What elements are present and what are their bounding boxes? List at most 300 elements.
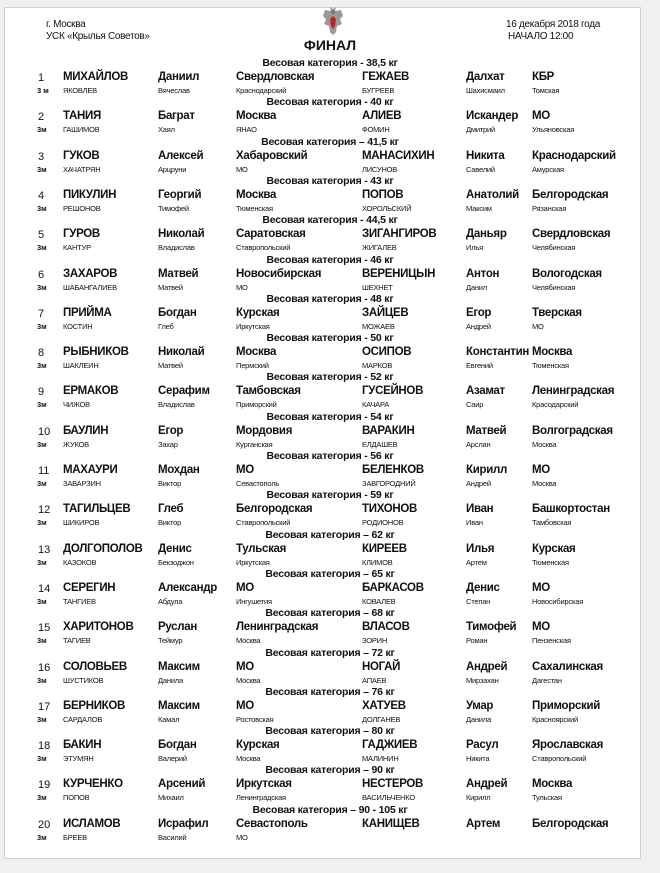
- blue-corner-first-name: Егор: [466, 306, 492, 319]
- blue-coach-first-name: Кирилл: [466, 793, 491, 803]
- blue-corner-first-name: Андрей: [466, 778, 508, 791]
- blue-coach-surname: АПАЕВ: [362, 675, 387, 685]
- red-corner-surname: ДОЛГОПОЛОВ: [63, 542, 143, 555]
- blue-corner-region: Ярославская: [532, 739, 604, 752]
- mat-label: 3м: [37, 203, 47, 213]
- red-coach-first-name: Виктор: [158, 479, 182, 488]
- red-coach-surname: ТАНГИЕВ: [63, 596, 96, 606]
- red-coach-region: Ингушетия: [236, 596, 272, 606]
- red-corner-surname: ИСЛАМОВ: [63, 817, 121, 830]
- blue-coach-first-name: Мирзахан: [466, 675, 499, 685]
- red-corner-surname: СЕРЕГИН: [63, 581, 116, 594]
- weight-category-heading: Весовая категория – 80 кг: [265, 725, 395, 738]
- blue-corner-first-name: Денис: [466, 581, 500, 594]
- red-corner-region: Саратовская: [236, 228, 306, 241]
- red-coach-first-name: Тимофей: [158, 203, 189, 213]
- blue-corner-region: Москва: [532, 346, 573, 359]
- red-coach-surname: ЭТУМЯН: [63, 754, 94, 764]
- blue-coach-region: Ульяновская: [532, 125, 575, 135]
- red-corner-region: Белгородская: [236, 503, 313, 516]
- bout-number: 18: [38, 740, 51, 753]
- blue-coach-region: Новосибирская: [532, 596, 584, 606]
- bout-number: 15: [38, 622, 51, 635]
- red-coach-region: МО: [236, 164, 248, 174]
- mat-label: 3 м: [37, 86, 49, 95]
- mat-label: 3м: [37, 636, 47, 646]
- blue-coach-region: Тамбовская: [532, 518, 572, 528]
- red-corner-region: Хабаровский: [236, 149, 308, 162]
- red-corner-region: Тульская: [236, 542, 287, 555]
- bout-number: 11: [38, 465, 50, 477]
- mat-label: 3м: [37, 557, 47, 567]
- red-corner-first-name: Богдан: [158, 739, 197, 752]
- blue-corner-region: Волгоградская: [532, 424, 613, 437]
- blue-coach-first-name: Илья: [466, 243, 483, 253]
- red-corner-surname: ПИКУЛИН: [63, 188, 117, 201]
- bout-number: 17: [38, 700, 51, 713]
- red-coach-first-name: Валерий: [158, 754, 187, 764]
- blue-corner-surname: КАНИЩЕВ: [362, 817, 420, 830]
- blue-corner-surname: ОСИПОВ: [362, 346, 412, 359]
- red-corner-region: МО: [236, 464, 254, 476]
- blue-corner-region: МО: [532, 621, 550, 634]
- red-coach-surname: БРЕЕВ: [63, 832, 87, 842]
- blue-coach-surname: ШЕХНЕТ: [362, 282, 393, 292]
- red-coach-region: Приморский: [236, 400, 277, 410]
- bout-number: 16: [38, 661, 51, 674]
- blue-corner-first-name: Константин: [466, 346, 530, 359]
- blue-coach-first-name: Данил: [466, 282, 487, 292]
- weight-category-heading: Весовая категория - 40 кг: [266, 96, 394, 109]
- blue-coach-region: Москва: [532, 439, 557, 449]
- venue: УСК «Крылья Советов»: [46, 31, 150, 42]
- blue-corner-surname: НОГАЙ: [362, 660, 401, 673]
- blue-corner-first-name: Антон: [466, 267, 500, 280]
- mat-label: 3м: [37, 832, 47, 842]
- bout-number: 8: [38, 347, 45, 360]
- red-coach-first-name: Владислав: [158, 243, 195, 253]
- mat-label: 3м: [37, 243, 47, 253]
- red-corner-first-name: Баграт: [158, 110, 195, 123]
- blue-coach-first-name: Андрей: [466, 479, 491, 488]
- blue-coach-first-name: Савелий: [466, 164, 495, 174]
- red-coach-surname: ЖУКОВ: [63, 439, 89, 449]
- blue-coach-region: Челябинская: [532, 282, 576, 292]
- red-corner-surname: БЕРНИКОВ: [63, 699, 126, 712]
- red-coach-first-name: Арцруни: [158, 164, 187, 174]
- blue-corner-surname: ПОПОВ: [362, 188, 404, 201]
- blue-corner-region: Белгородская: [532, 817, 609, 830]
- weight-category-heading: Весовая категория – 72 кг: [265, 646, 395, 659]
- blue-coach-surname: ФОМИН: [362, 125, 390, 135]
- red-coach-region: Краснодарский: [236, 86, 287, 95]
- red-coach-region: Ставропольский: [236, 518, 291, 528]
- blue-corner-region: Курская: [532, 542, 576, 555]
- blue-coach-surname: ЖИГАЛЕВ: [362, 243, 397, 253]
- red-coach-first-name: Матвей: [158, 361, 183, 371]
- weight-category-heading: Весовая категория - 54 кг: [266, 410, 394, 423]
- red-corner-region: МО: [236, 581, 254, 594]
- weight-category-heading: Весовая категория - 38,5 кг: [262, 57, 398, 69]
- blue-corner-first-name: Никита: [466, 149, 505, 162]
- blue-coach-first-name: Роман: [466, 636, 488, 646]
- red-coach-surname: ПОПОВ: [63, 793, 90, 803]
- red-corner-surname: КУРЧЕНКО: [63, 778, 123, 791]
- bout-number: 1: [38, 72, 45, 84]
- red-coach-first-name: Вячеслав: [158, 86, 190, 95]
- blue-corner-surname: ЗИГАНГИРОВ: [362, 228, 437, 241]
- city: г. Москва: [46, 19, 86, 30]
- red-coach-surname: ТАГИЕВ: [63, 636, 91, 646]
- red-coach-region: ЯНАО: [236, 125, 257, 135]
- blue-corner-first-name: Анатолий: [466, 188, 519, 201]
- red-coach-surname: ГАШИМОВ: [63, 125, 100, 135]
- blue-corner-first-name: Далхат: [466, 71, 505, 83]
- blue-corner-region: МО: [532, 464, 550, 476]
- red-coach-first-name: Камал: [158, 714, 180, 724]
- blue-corner-region: Белгородская: [532, 188, 609, 201]
- red-corner-first-name: Алексей: [158, 149, 204, 162]
- blue-coach-region: Томская: [532, 86, 560, 95]
- blue-corner-region: Башкортостан: [532, 503, 610, 516]
- bout-number: 13: [38, 543, 51, 556]
- blue-coach-first-name: Максим: [466, 203, 492, 213]
- date: 16 декабря 2018 года: [506, 19, 601, 30]
- red-corner-region: Свердловская: [236, 71, 315, 83]
- mat-label: 3м: [37, 282, 47, 292]
- blue-corner-region: МО: [532, 110, 550, 123]
- red-corner-surname: РЫБНИКОВ: [63, 346, 129, 359]
- red-coach-region: Иркутская: [236, 321, 270, 331]
- blue-coach-region: Тюменская: [532, 361, 569, 371]
- blue-coach-first-name: Артем: [466, 557, 487, 567]
- blue-corner-first-name: Азамат: [466, 385, 505, 398]
- mat-label: 3м: [37, 596, 47, 606]
- red-corner-surname: СОЛОВЬЕВ: [63, 660, 127, 673]
- weight-category-heading: Весовая категория – 68 кг: [265, 607, 395, 620]
- bout-number: 10: [38, 425, 51, 438]
- page-title: ФИНАЛ: [303, 37, 357, 53]
- red-corner-region: Тамбовская: [236, 385, 301, 398]
- red-coach-surname: ШУСТИКОВ: [63, 675, 104, 685]
- blue-coach-region: Амурская: [532, 164, 564, 174]
- red-coach-region: Ставропольский: [236, 243, 291, 253]
- blue-coach-region: Ставропольский: [532, 754, 587, 764]
- blue-corner-first-name: Кирилл: [466, 464, 507, 476]
- mat-label: 3м: [37, 714, 47, 724]
- blue-corner-region: МО: [532, 581, 550, 594]
- red-corner-surname: ТАНИЯ: [63, 110, 101, 123]
- blue-coach-surname: ЗАВГОРОДНИЙ: [362, 479, 416, 488]
- bout-number: 9: [38, 386, 45, 399]
- blue-corner-region: Вологодская: [532, 267, 602, 280]
- red-corner-first-name: Матвей: [158, 267, 199, 280]
- blue-corner-region: Свердловская: [532, 228, 611, 241]
- blue-corner-surname: ВЕРЕНИЦЫН: [362, 267, 436, 280]
- bout-number: 7: [38, 307, 45, 320]
- blue-corner-region: Ленинградская: [532, 385, 615, 398]
- red-corner-first-name: Денис: [158, 542, 192, 555]
- mat-label: 3м: [37, 754, 47, 764]
- red-corner-region: Новосибирская: [236, 267, 322, 280]
- red-corner-first-name: Мохдан: [158, 464, 200, 476]
- blue-corner-region: Тверская: [532, 306, 582, 319]
- mat-label: 3м: [37, 793, 47, 803]
- blue-corner-surname: ВАРАКИН: [362, 424, 415, 437]
- blue-coach-surname: ЛИСУНОВ: [362, 164, 398, 174]
- weight-category-heading: Весовая категория - 56 кг: [266, 450, 394, 462]
- red-coach-surname: ШАБАНГАЛИЕВ: [63, 282, 117, 292]
- federation-emblem-icon: [321, 6, 345, 36]
- weight-category-heading: Весовая категория – 62 кг: [265, 528, 395, 541]
- blue-coach-surname: РОДИОНОВ: [362, 518, 404, 528]
- weight-category-heading: Весовая категория - 43 кг: [266, 174, 394, 187]
- red-corner-surname: БАКИН: [63, 739, 102, 752]
- red-corner-region: Иркутская: [236, 778, 292, 791]
- blue-corner-surname: ЗАЙЦЕВ: [362, 306, 409, 319]
- blue-corner-surname: НЕСТЕРОВ: [362, 778, 424, 791]
- red-coach-surname: КАНТУР: [63, 243, 91, 253]
- blue-corner-first-name: Даньяр: [466, 228, 507, 241]
- mat-label: 3м: [37, 479, 47, 488]
- blue-corner-surname: БЕЛЕНКОВ: [362, 464, 424, 476]
- blue-coach-surname: ДОЛГАНЕВ: [362, 714, 401, 724]
- red-corner-surname: БАУЛИН: [63, 424, 109, 437]
- blue-coach-surname: КАЧАРА: [362, 400, 390, 410]
- red-corner-surname: ЗАХАРОВ: [63, 267, 118, 280]
- blue-coach-surname: ЗОРИН: [362, 636, 388, 646]
- blue-coach-region: Рязанская: [532, 203, 567, 213]
- blue-coach-surname: МАЛИНИН: [362, 754, 399, 764]
- bout-number: 19: [38, 779, 51, 792]
- red-corner-surname: МАХАУРИ: [63, 464, 118, 476]
- blue-corner-first-name: Андрей: [466, 660, 508, 673]
- red-coach-region: Севастополь: [236, 479, 280, 488]
- red-coach-surname: ЗАВАРЗИН: [63, 479, 101, 488]
- blue-corner-first-name: Матвей: [466, 424, 507, 437]
- blue-corner-surname: АЛИЕВ: [362, 110, 402, 123]
- red-corner-first-name: Александр: [158, 581, 217, 594]
- red-coach-surname: ХАЧАТРЯН: [63, 164, 101, 174]
- mat-label: 3м: [37, 400, 47, 410]
- red-corner-first-name: Егор: [158, 424, 184, 437]
- red-coach-first-name: Данила: [158, 675, 183, 685]
- red-corner-region: МО: [236, 660, 254, 673]
- blue-coach-first-name: Шахисмаил: [466, 86, 505, 95]
- blue-corner-first-name: Илья: [466, 542, 495, 555]
- blue-coach-first-name: Дмитрий: [466, 125, 496, 135]
- red-coach-surname: КАЗОКОВ: [63, 557, 97, 567]
- red-coach-first-name: Владислав: [158, 400, 195, 410]
- blue-corner-region: КБР: [532, 71, 555, 83]
- weight-category-heading: Весовая категория - 52 кг: [266, 371, 394, 384]
- mat-label: 3м: [37, 439, 47, 449]
- red-coach-region: Ленинградская: [236, 793, 286, 803]
- red-corner-region: Курская: [236, 739, 280, 752]
- blue-corner-first-name: Умар: [466, 699, 494, 712]
- red-corner-first-name: Георгий: [158, 188, 202, 201]
- red-coach-region: МО: [236, 282, 248, 292]
- weight-category-heading: Весовая категория - 48 кг: [266, 292, 394, 305]
- blue-corner-first-name: Артем: [466, 817, 501, 830]
- bout-number: 4: [38, 189, 45, 202]
- blue-corner-surname: МАНАСИХИН: [362, 149, 435, 162]
- blue-coach-surname: БУГРЕЕВ: [362, 86, 395, 95]
- red-coach-surname: ЧИЖОВ: [63, 400, 90, 410]
- bout-number: 12: [38, 504, 51, 517]
- blue-coach-region: Тюменская: [532, 557, 569, 567]
- blue-coach-first-name: Саир: [466, 400, 484, 410]
- blue-coach-surname: МАРКОВ: [362, 361, 393, 371]
- red-coach-surname: ЯКОВЛЕВ: [63, 86, 97, 95]
- blue-coach-first-name: Арслан: [466, 439, 491, 449]
- blue-coach-region: Красодарский: [532, 400, 579, 410]
- blue-coach-first-name: Иван: [466, 518, 483, 528]
- blue-coach-region: Пензенская: [532, 636, 571, 646]
- blue-coach-region: Москва: [532, 479, 557, 488]
- weight-category-heading: Весовая категория - 44,5 кг: [262, 214, 398, 227]
- bout-number: 5: [38, 229, 45, 242]
- weight-category-heading: Весовая категория – 41,5 кг: [261, 135, 399, 148]
- blue-corner-surname: ГАДЖИЕВ: [362, 739, 418, 752]
- red-corner-first-name: Николай: [158, 228, 205, 241]
- blue-corner-region: Москва: [532, 778, 573, 791]
- red-coach-first-name: Василий: [158, 832, 187, 842]
- red-corner-region: Курская: [236, 306, 280, 319]
- red-coach-region: МО: [236, 832, 248, 842]
- bout-number: 3: [38, 150, 45, 163]
- red-coach-region: Москва: [236, 636, 261, 646]
- blue-coach-surname: ХОРОЛЬСКИЙ: [362, 203, 412, 213]
- red-corner-first-name: Максим: [158, 699, 200, 712]
- blue-coach-region: Дагестан: [532, 675, 562, 685]
- red-corner-surname: МИХАЙЛОВ: [63, 71, 129, 83]
- bout-number: 2: [38, 111, 45, 124]
- weight-category-heading: Весовая категория - 50 кг: [266, 332, 394, 345]
- red-corner-first-name: Глеб: [158, 503, 184, 516]
- blue-corner-surname: ХАТУЕВ: [362, 699, 406, 712]
- red-corner-surname: ПРИЙМА: [63, 306, 112, 319]
- red-coach-surname: САРДАЛОВ: [63, 714, 103, 724]
- blue-coach-first-name: Евгений: [466, 361, 493, 371]
- blue-coach-first-name: Данила: [466, 714, 491, 724]
- red-coach-region: Тюменская: [236, 203, 273, 213]
- red-coach-region: Курганская: [236, 439, 273, 449]
- red-corner-first-name: Богдан: [158, 306, 197, 319]
- blue-coach-first-name: Андрей: [466, 321, 491, 331]
- blue-corner-surname: КИРЕЕВ: [362, 542, 407, 555]
- red-coach-surname: ШАКЛЕИН: [63, 361, 99, 371]
- red-coach-region: Москва: [236, 754, 261, 764]
- red-corner-surname: ЕРМАКОВ: [63, 385, 119, 398]
- blue-coach-region: МО: [532, 321, 544, 331]
- red-corner-region: Ленинградская: [236, 621, 319, 634]
- red-coach-region: Ростовская: [236, 714, 274, 724]
- red-coach-region: Москва: [236, 675, 261, 685]
- blue-coach-region: Челябинская: [532, 243, 576, 253]
- red-corner-region: Москва: [236, 110, 277, 123]
- start-time: НАЧАЛО 12:00: [508, 31, 574, 42]
- mat-label: 3м: [37, 164, 47, 174]
- red-corner-first-name: Серафим: [158, 385, 210, 398]
- blue-corner-region: Приморский: [532, 699, 601, 712]
- red-coach-first-name: Теймур: [158, 636, 183, 646]
- blue-corner-surname: ВЛАСОВ: [362, 621, 410, 634]
- blue-coach-surname: ВАСИЛЬЧЕНКО: [362, 793, 415, 803]
- blue-corner-surname: ГУСЕЙНОВ: [362, 385, 424, 398]
- blue-corner-region: Краснодарский: [532, 149, 616, 162]
- blue-coach-surname: КОВАЛЕВ: [362, 596, 396, 606]
- red-corner-first-name: Исрафил: [158, 817, 209, 830]
- blue-corner-first-name: Искандер: [466, 110, 519, 123]
- red-corner-region: Севастополь: [236, 817, 308, 830]
- red-corner-surname: ХАРИТОНОВ: [63, 621, 134, 634]
- blue-coach-region: Тульская: [532, 793, 562, 803]
- blue-coach-surname: ЕЛДАШЕВ: [362, 439, 398, 449]
- bout-number: 20: [38, 818, 51, 831]
- red-corner-surname: ГУРОВ: [63, 228, 100, 241]
- blue-corner-first-name: Иван: [466, 503, 494, 516]
- red-coach-surname: КОСТИН: [63, 321, 93, 331]
- red-coach-surname: ШИКИРОВ: [63, 518, 100, 528]
- blue-corner-surname: БАРКАСОВ: [362, 581, 424, 594]
- weight-category-heading: Весовая категория – 90 кг: [265, 764, 395, 777]
- red-corner-region: МО: [236, 699, 254, 712]
- red-coach-first-name: Виктор: [158, 518, 182, 528]
- red-corner-first-name: Руслан: [158, 621, 198, 634]
- red-corner-first-name: Даниил: [158, 71, 200, 83]
- mat-label: 3м: [37, 675, 47, 685]
- weight-category-heading: Весовая категория - 46 кг: [266, 253, 394, 266]
- red-coach-surname: РЕШОНОВ: [63, 203, 101, 213]
- red-corner-surname: ГУКОВ: [63, 149, 100, 162]
- blue-corner-surname: ТИХОНОВ: [362, 503, 418, 516]
- blue-coach-region: Красноярский: [532, 714, 579, 724]
- mat-label: 3м: [37, 518, 47, 528]
- red-corner-region: Москва: [236, 188, 277, 201]
- red-coach-region: Пермский: [236, 361, 269, 371]
- red-corner-region: Мордовия: [236, 424, 293, 437]
- blue-coach-first-name: Никита: [466, 754, 490, 764]
- red-corner-first-name: Максим: [158, 660, 200, 673]
- weight-category-heading: Весовая категория – 76 кг: [265, 685, 395, 698]
- red-corner-region: Москва: [236, 346, 277, 359]
- mat-label: 3м: [37, 361, 47, 371]
- weight-category-heading: Весовая категория – 65 кг: [265, 567, 395, 580]
- red-coach-first-name: Матвей: [158, 282, 183, 292]
- red-coach-first-name: Бекзоджон: [158, 557, 194, 567]
- weight-category-heading: Весовая категория - 59 кг: [266, 489, 394, 502]
- red-coach-first-name: Глеб: [158, 321, 174, 331]
- red-corner-first-name: Арсений: [158, 778, 206, 791]
- blue-corner-region: Сахалинская: [532, 660, 603, 673]
- mat-label: 3м: [37, 125, 47, 135]
- red-coach-first-name: Хаял: [158, 125, 175, 135]
- red-coach-first-name: Захар: [158, 439, 178, 449]
- red-coach-first-name: Абдула: [158, 596, 183, 606]
- bout-number: 6: [38, 268, 45, 281]
- red-corner-first-name: Николай: [158, 346, 205, 359]
- red-corner-surname: ТАГИЛЬЦЕВ: [63, 503, 131, 516]
- blue-corner-surname: ГЕЖАЕВ: [362, 71, 410, 83]
- blue-coach-first-name: Степан: [466, 596, 491, 606]
- red-coach-region: Иркутская: [236, 557, 270, 567]
- red-coach-first-name: Михаил: [158, 793, 184, 803]
- bout-number: 14: [38, 582, 51, 595]
- blue-corner-first-name: Расул: [466, 739, 499, 752]
- weight-category-heading: Весовая категория – 90 - 105 кг: [252, 803, 408, 816]
- blue-coach-surname: МОЖАЕВ: [362, 321, 395, 331]
